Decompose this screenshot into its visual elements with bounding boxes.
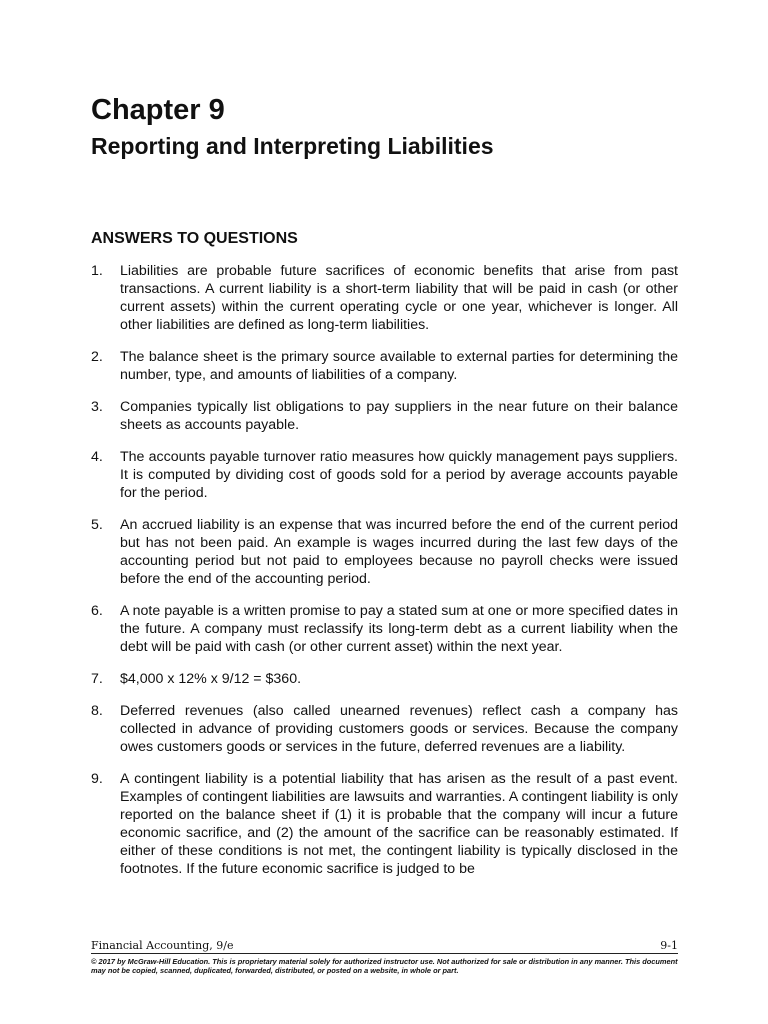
chapter-title: Chapter 9	[91, 94, 225, 126]
answer-item	[91, 516, 678, 588]
answer-number: 9.	[91, 771, 103, 787]
answer-item	[91, 770, 678, 878]
footer-row	[91, 939, 678, 954]
answer-item	[91, 262, 678, 334]
answer-number: 1.	[91, 263, 103, 279]
answer-item	[91, 398, 678, 434]
answer-number: 7.	[91, 671, 103, 687]
copyright-notice: © 2017 by McGraw-Hill Education. This is proprietary material solely for authorized instructor use. Not authorized for sale or distribution in any manner. This document may not be copied, scanned, duplicated, forwarded, distributed, or posted on a website, in whole or part.	[91, 957, 678, 975]
answer-item	[91, 348, 678, 384]
footer-page-number: 9-1	[660, 939, 678, 952]
answer-item	[91, 602, 678, 656]
answer-text: The accounts payable turnover ratio measures how quickly management pays suppliers. It is computed by dividing cost of goods sold for a period by average accounts payable for the period.	[120, 449, 678, 501]
answer-item	[91, 448, 678, 502]
answer-text: A contingent liability is a potential liability that has arisen as the result of a past event. Examples of contingent liabilities are lawsuits and warranties. A contingent liability is only reported on the balance sheet if (1) it is probable that the company will incur a future economic sacrifice, and (2) the amount of the sacrifice can be reasonably estimated. If either of these conditions is not met, the contingent liability is typically disclosed in the footnotes. If the future economic sacrifice is judged to be	[120, 771, 678, 877]
page-footer	[91, 939, 678, 975]
answer-number: 3.	[91, 399, 103, 415]
answer-number: 6.	[91, 603, 103, 619]
answer-text: A note payable is a written promise to pay a stated sum at one or more specified dates in the future. A company must reclassify its long-term debt as a current liability when the debt will be paid with cash (or other current asset) within the next year.	[120, 603, 678, 655]
answer-number: 5.	[91, 517, 103, 533]
answer-number: 8.	[91, 703, 103, 719]
answer-text: An accrued liability is an expense that was incurred before the end of the current period but has not been paid. An example is wages incurred during the last few days of the accounting period but not paid to employees because no payroll checks were issued before the end of the accounting period.	[120, 517, 678, 587]
answer-text: Liabilities are probable future sacrifices of economic benefits that arise from past transactions. A current liability is a short-term liability that will be paid in cash (or other current assets) within the current operating cycle or one year, whichever is longer. All other liabilities are defined as long-term liabilities.	[120, 263, 678, 333]
answer-text: Deferred revenues (also called unearned revenues) reflect cash a company has collected in advance of providing customers goods or services. Because the company owes customers goods or services in the future, deferred revenues are a liability.	[120, 703, 678, 755]
section-heading: ANSWERS TO QUESTIONS	[91, 230, 298, 247]
answer-text: The balance sheet is the primary source available to external parties for determining the number, type, and amounts of liabilities of a company.	[120, 349, 678, 383]
answer-item	[91, 702, 678, 756]
answer-number: 4.	[91, 449, 103, 465]
answer-number: 2.	[91, 349, 103, 365]
answer-item	[91, 670, 678, 688]
footer-book-title: Financial Accounting, 9/e	[91, 939, 234, 952]
chapter-subtitle: Reporting and Interpreting Liabilities	[91, 133, 494, 159]
answer-text: Companies typically list obligations to pay suppliers in the near future on their balance sheets as accounts payable.	[120, 399, 678, 433]
answer-text: $4,000 x 12% x 9/12 = $360.	[120, 671, 302, 687]
answers-list	[91, 262, 678, 892]
